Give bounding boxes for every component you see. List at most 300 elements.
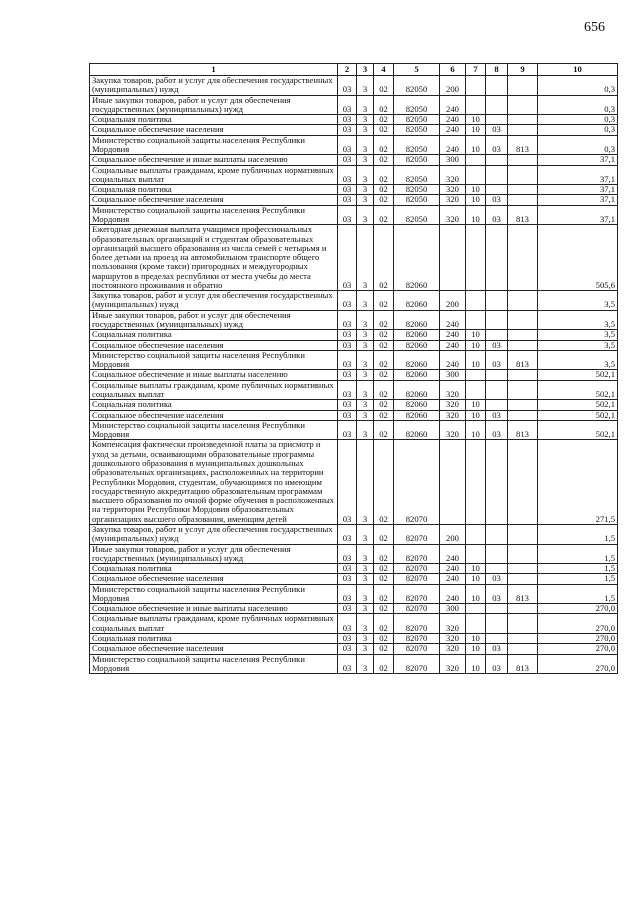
code-cell: [508, 370, 538, 380]
code-cell: 03: [338, 400, 357, 410]
row-name: Закупка товаров, работ и услуг для обеспечения государственных (муниципальных) нужд: [90, 524, 338, 544]
code-cell: 03: [486, 205, 508, 225]
amount-cell: 1,5: [538, 544, 618, 564]
code-cell: 320: [440, 644, 466, 654]
table-row: [90, 524, 618, 544]
code-cell: [508, 195, 538, 205]
code-cell: [486, 440, 508, 525]
code-cell: 02: [374, 634, 394, 644]
row-name: Социальное обеспечение населения: [90, 125, 338, 135]
code-cell: 82060: [394, 340, 440, 350]
code-cell: 03: [338, 604, 357, 614]
code-cell: 3: [357, 340, 374, 350]
code-cell: 03: [338, 225, 357, 291]
code-cell: 02: [374, 135, 394, 155]
code-cell: 02: [374, 291, 394, 311]
code-cell: 82050: [394, 195, 440, 205]
code-cell: [486, 310, 508, 330]
amount-cell: 271,5: [538, 440, 618, 525]
code-cell: [466, 380, 486, 400]
table-row: [90, 205, 618, 225]
code-cell: 03: [486, 410, 508, 420]
table-row: [90, 95, 618, 115]
code-cell: 813: [508, 420, 538, 440]
table-row: [90, 614, 618, 634]
code-cell: 02: [374, 380, 394, 400]
code-cell: 10: [466, 195, 486, 205]
code-cell: 10: [466, 125, 486, 135]
code-cell: 03: [338, 76, 357, 96]
table-row: [90, 135, 618, 155]
code-cell: 813: [508, 205, 538, 225]
code-cell: 03: [338, 544, 357, 564]
code-cell: 3: [357, 165, 374, 185]
code-cell: 3: [357, 185, 374, 195]
code-cell: [508, 410, 538, 420]
code-cell: 10: [466, 185, 486, 195]
column-header: 10: [538, 64, 618, 76]
code-cell: [486, 564, 508, 574]
code-cell: 03: [338, 584, 357, 604]
code-cell: 240: [440, 330, 466, 340]
code-cell: 02: [374, 420, 394, 440]
table-row: [90, 115, 618, 125]
code-cell: [508, 125, 538, 135]
code-cell: 82070: [394, 604, 440, 614]
code-cell: 240: [440, 135, 466, 155]
code-cell: 03: [338, 205, 357, 225]
amount-cell: 37,1: [538, 185, 618, 195]
code-cell: [486, 380, 508, 400]
code-cell: 82070: [394, 440, 440, 525]
code-cell: [466, 95, 486, 115]
row-name: Социальное обеспечение и иные выплаты населению: [90, 155, 338, 165]
table-row: [90, 155, 618, 165]
table-row: [90, 420, 618, 440]
table-row: [90, 400, 618, 410]
amount-cell: 502,1: [538, 420, 618, 440]
code-cell: 240: [440, 340, 466, 350]
row-name: Социальная политика: [90, 115, 338, 125]
amount-cell: 270,0: [538, 644, 618, 654]
amount-cell: 1,5: [538, 564, 618, 574]
code-cell: [440, 440, 466, 525]
table-row: [90, 380, 618, 400]
table-row: [90, 544, 618, 564]
code-cell: [486, 185, 508, 195]
code-cell: 320: [440, 634, 466, 644]
code-cell: 03: [486, 420, 508, 440]
code-cell: 02: [374, 350, 394, 370]
column-header: 5: [394, 64, 440, 76]
code-cell: 3: [357, 400, 374, 410]
code-cell: 02: [374, 644, 394, 654]
code-cell: [508, 185, 538, 195]
code-cell: 813: [508, 584, 538, 604]
code-cell: 82070: [394, 634, 440, 644]
code-cell: 320: [440, 410, 466, 420]
code-cell: [466, 76, 486, 96]
code-cell: 03: [338, 135, 357, 155]
code-cell: 02: [374, 165, 394, 185]
code-cell: 82050: [394, 155, 440, 165]
column-header: 4: [374, 64, 394, 76]
code-cell: 02: [374, 340, 394, 350]
code-cell: 03: [338, 165, 357, 185]
code-cell: 02: [374, 604, 394, 614]
code-cell: [508, 524, 538, 544]
code-cell: 300: [440, 604, 466, 614]
code-cell: [466, 155, 486, 165]
amount-cell: 3,5: [538, 310, 618, 330]
budget-table: [89, 63, 618, 674]
code-cell: 3: [357, 350, 374, 370]
code-cell: 3: [357, 634, 374, 644]
code-cell: 320: [440, 165, 466, 185]
code-cell: 02: [374, 614, 394, 634]
code-cell: 320: [440, 185, 466, 195]
code-cell: 3: [357, 205, 374, 225]
code-cell: 03: [338, 291, 357, 311]
code-cell: 02: [374, 400, 394, 410]
code-cell: 3: [357, 370, 374, 380]
amount-cell: 3,5: [538, 291, 618, 311]
code-cell: 82050: [394, 125, 440, 135]
code-cell: 10: [466, 135, 486, 155]
code-cell: 240: [440, 574, 466, 584]
code-cell: 3: [357, 225, 374, 291]
amount-cell: 3,5: [538, 350, 618, 370]
code-cell: 03: [338, 155, 357, 165]
amount-cell: 37,1: [538, 155, 618, 165]
code-cell: [508, 76, 538, 96]
code-cell: 02: [374, 76, 394, 96]
code-cell: 240: [440, 115, 466, 125]
code-cell: 200: [440, 76, 466, 96]
code-cell: [508, 380, 538, 400]
row-name: Закупка товаров, работ и услуг для обеспечения государственных (муниципальных) нужд: [90, 291, 338, 311]
code-cell: 320: [440, 195, 466, 205]
code-cell: 320: [440, 614, 466, 634]
amount-cell: 270,0: [538, 604, 618, 614]
code-cell: 10: [466, 564, 486, 574]
code-cell: 03: [338, 340, 357, 350]
column-header: 3: [357, 64, 374, 76]
row-name: Социальная политика: [90, 634, 338, 644]
code-cell: 82070: [394, 564, 440, 574]
code-cell: 03: [338, 370, 357, 380]
table-row: [90, 370, 618, 380]
code-cell: 82050: [394, 95, 440, 115]
code-cell: 82070: [394, 584, 440, 604]
code-cell: 813: [508, 135, 538, 155]
row-name: Социальное обеспечение и иные выплаты населению: [90, 370, 338, 380]
code-cell: [508, 340, 538, 350]
code-cell: 03: [338, 410, 357, 420]
code-cell: [508, 225, 538, 291]
code-cell: [508, 604, 538, 614]
amount-cell: 37,1: [538, 165, 618, 185]
code-cell: [466, 165, 486, 185]
code-cell: 3: [357, 291, 374, 311]
code-cell: 02: [374, 410, 394, 420]
code-cell: [486, 76, 508, 96]
table-row: [90, 291, 618, 311]
column-header: 1: [90, 64, 338, 76]
amount-cell: 0,3: [538, 95, 618, 115]
code-cell: 82050: [394, 76, 440, 96]
amount-cell: 502,1: [538, 400, 618, 410]
table-row: [90, 410, 618, 420]
table-body: [90, 76, 618, 674]
code-cell: 02: [374, 225, 394, 291]
code-cell: 03: [338, 350, 357, 370]
code-cell: 3: [357, 115, 374, 125]
code-cell: 320: [440, 205, 466, 225]
amount-cell: 502,1: [538, 370, 618, 380]
table-row: [90, 350, 618, 370]
code-cell: [508, 544, 538, 564]
code-cell: [486, 634, 508, 644]
code-cell: [508, 115, 538, 125]
column-header: 6: [440, 64, 466, 76]
amount-cell: 270,0: [538, 634, 618, 644]
row-name: Иные закупки товаров, работ и услуг для обеспечения государственных (муниципальных) нужд: [90, 95, 338, 115]
code-cell: 02: [374, 195, 394, 205]
amount-cell: 270,0: [538, 614, 618, 634]
code-cell: 320: [440, 400, 466, 410]
table-row: [90, 644, 618, 654]
code-cell: [486, 165, 508, 185]
code-cell: [508, 634, 538, 644]
code-cell: 3: [357, 654, 374, 674]
code-cell: 240: [440, 95, 466, 115]
code-cell: 82060: [394, 330, 440, 340]
code-cell: 03: [338, 195, 357, 205]
column-header: 9: [508, 64, 538, 76]
row-name: Закупка товаров, работ и услуг для обеспечения государственных (муниципальных) нужд: [90, 76, 338, 96]
code-cell: 3: [357, 614, 374, 634]
row-name: Социальное обеспечение населения: [90, 644, 338, 654]
amount-cell: 502,1: [538, 410, 618, 420]
code-cell: 813: [508, 654, 538, 674]
code-cell: 300: [440, 370, 466, 380]
column-header: 7: [466, 64, 486, 76]
code-cell: 02: [374, 584, 394, 604]
code-cell: [508, 291, 538, 311]
code-cell: 240: [440, 564, 466, 574]
code-cell: 200: [440, 291, 466, 311]
code-cell: 10: [466, 205, 486, 225]
row-name: Социальная политика: [90, 400, 338, 410]
code-cell: 03: [338, 115, 357, 125]
row-name: Социальное обеспечение населения: [90, 410, 338, 420]
code-cell: 82070: [394, 654, 440, 674]
code-cell: 03: [338, 420, 357, 440]
code-cell: 03: [338, 125, 357, 135]
code-cell: [466, 291, 486, 311]
row-name: Социальное обеспечение населения: [90, 574, 338, 584]
row-name: Министерство социальной защиты населения Республики Мордовия: [90, 584, 338, 604]
table-row: [90, 330, 618, 340]
table-row: [90, 574, 618, 584]
code-cell: 3: [357, 564, 374, 574]
code-cell: 320: [440, 380, 466, 400]
code-cell: [440, 225, 466, 291]
column-header: 2: [338, 64, 357, 76]
table-row: [90, 76, 618, 96]
code-cell: 02: [374, 310, 394, 330]
row-name: Социальная политика: [90, 330, 338, 340]
code-cell: 03: [338, 574, 357, 584]
code-cell: 03: [338, 614, 357, 634]
amount-cell: 0,3: [538, 115, 618, 125]
code-cell: [486, 370, 508, 380]
amount-cell: 505,6: [538, 225, 618, 291]
code-cell: 02: [374, 155, 394, 165]
code-cell: [466, 614, 486, 634]
code-cell: [466, 524, 486, 544]
amount-cell: 37,1: [538, 205, 618, 225]
code-cell: 3: [357, 524, 374, 544]
code-cell: 10: [466, 340, 486, 350]
row-name: Социальное обеспечение населения: [90, 195, 338, 205]
code-cell: [486, 95, 508, 115]
page-number: 656: [584, 20, 605, 35]
code-cell: 240: [440, 584, 466, 604]
row-name: Социальные выплаты гражданам, кроме публичных нормативных социальных выплат: [90, 380, 338, 400]
table-row: [90, 654, 618, 674]
code-cell: 3: [357, 76, 374, 96]
code-cell: 03: [338, 654, 357, 674]
code-cell: [486, 614, 508, 634]
amount-cell: 1,5: [538, 584, 618, 604]
amount-cell: 502,1: [538, 380, 618, 400]
row-name: Социальное обеспечение и иные выплаты населению: [90, 604, 338, 614]
code-cell: 82060: [394, 420, 440, 440]
code-cell: 02: [374, 115, 394, 125]
code-cell: [508, 165, 538, 185]
code-cell: 320: [440, 654, 466, 674]
code-cell: 10: [466, 420, 486, 440]
code-cell: 03: [486, 350, 508, 370]
code-cell: 03: [338, 634, 357, 644]
code-cell: [486, 291, 508, 311]
row-name: Министерство социальной защиты населения Республики Мордовия: [90, 350, 338, 370]
code-cell: 82050: [394, 165, 440, 185]
code-cell: 10: [466, 330, 486, 340]
code-cell: [508, 330, 538, 340]
code-cell: 10: [466, 574, 486, 584]
code-cell: 200: [440, 524, 466, 544]
code-cell: 03: [338, 440, 357, 525]
table-row: [90, 340, 618, 350]
row-name: Министерство социальной защиты населения Республики Мордовия: [90, 654, 338, 674]
code-cell: 03: [486, 654, 508, 674]
code-cell: [486, 155, 508, 165]
code-cell: [466, 225, 486, 291]
code-cell: 10: [466, 400, 486, 410]
code-cell: 82060: [394, 291, 440, 311]
table-row: [90, 125, 618, 135]
code-cell: 02: [374, 205, 394, 225]
row-name: Социальная политика: [90, 564, 338, 574]
code-cell: 03: [338, 185, 357, 195]
code-cell: 3: [357, 125, 374, 135]
code-cell: 03: [486, 135, 508, 155]
code-cell: 3: [357, 330, 374, 340]
table-row: [90, 440, 618, 525]
code-cell: 02: [374, 524, 394, 544]
code-cell: 3: [357, 310, 374, 330]
code-cell: 02: [374, 440, 394, 525]
code-cell: 82050: [394, 115, 440, 125]
code-cell: 240: [440, 125, 466, 135]
code-cell: 3: [357, 574, 374, 584]
code-cell: 10: [466, 634, 486, 644]
table-row: [90, 604, 618, 614]
row-name: Министерство социальной защиты населения Республики Мордовия: [90, 205, 338, 225]
code-cell: 02: [374, 574, 394, 584]
column-header: 8: [486, 64, 508, 76]
code-cell: 82060: [394, 380, 440, 400]
code-cell: 03: [486, 584, 508, 604]
amount-cell: 270,0: [538, 654, 618, 674]
code-cell: 3: [357, 420, 374, 440]
code-cell: 10: [466, 350, 486, 370]
code-cell: 3: [357, 544, 374, 564]
code-cell: 03: [486, 195, 508, 205]
table-row: [90, 564, 618, 574]
table-row: [90, 634, 618, 644]
code-cell: 82070: [394, 574, 440, 584]
row-name: Министерство социальной защиты населения Республики Мордовия: [90, 135, 338, 155]
code-cell: 10: [466, 115, 486, 125]
code-cell: [466, 370, 486, 380]
code-cell: 240: [440, 310, 466, 330]
code-cell: 240: [440, 544, 466, 564]
code-cell: 82060: [394, 410, 440, 420]
code-cell: 82060: [394, 310, 440, 330]
table-row: [90, 185, 618, 195]
code-cell: 3: [357, 195, 374, 205]
code-cell: 3: [357, 155, 374, 165]
code-cell: 3: [357, 584, 374, 604]
code-cell: [486, 225, 508, 291]
code-cell: [486, 544, 508, 564]
code-cell: [508, 644, 538, 654]
amount-cell: 0,3: [538, 76, 618, 96]
amount-cell: 3,5: [538, 340, 618, 350]
code-cell: [486, 400, 508, 410]
code-cell: 02: [374, 544, 394, 564]
code-cell: 10: [466, 584, 486, 604]
code-cell: 3: [357, 95, 374, 115]
code-cell: [486, 115, 508, 125]
code-cell: [508, 155, 538, 165]
row-name: Социальное обеспечение населения: [90, 340, 338, 350]
amount-cell: 3,5: [538, 330, 618, 340]
code-cell: 3: [357, 410, 374, 420]
code-cell: 82070: [394, 644, 440, 654]
code-cell: 02: [374, 654, 394, 674]
amount-cell: 0,3: [538, 135, 618, 155]
row-name: Социальные выплаты гражданам, кроме публичных нормативных социальных выплат: [90, 165, 338, 185]
code-cell: [508, 564, 538, 574]
row-name: Иные закупки товаров, работ и услуг для обеспечения государственных (муниципальных) нужд: [90, 544, 338, 564]
code-cell: 03: [486, 574, 508, 584]
code-cell: 82060: [394, 370, 440, 380]
